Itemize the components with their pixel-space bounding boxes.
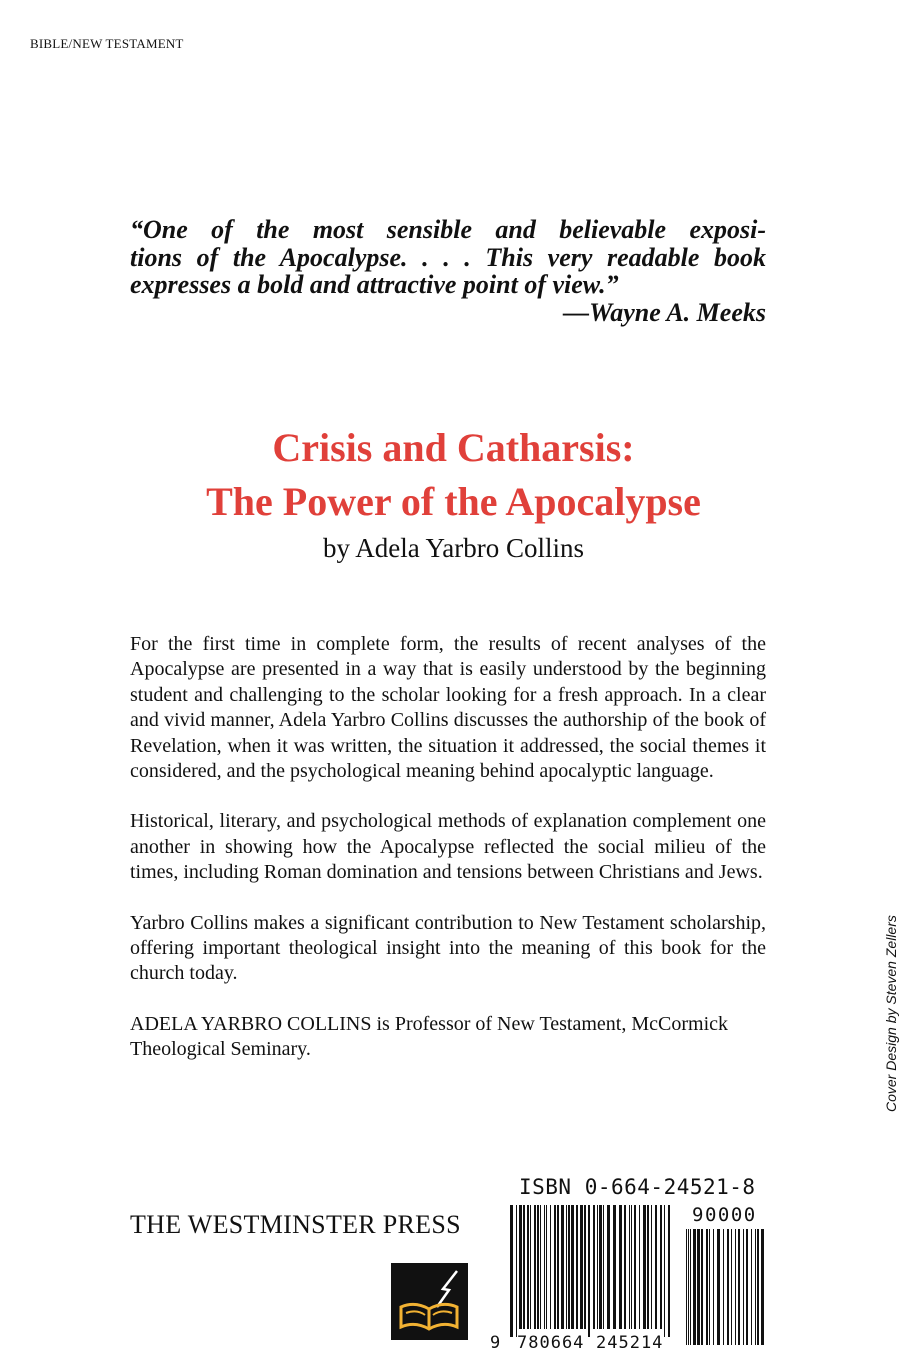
barcode-bar — [686, 1229, 687, 1345]
barcode-bar — [664, 1205, 665, 1337]
barcode-bar — [624, 1205, 626, 1329]
category-label: BIBLE/NEW TESTAMENT — [30, 36, 184, 51]
barcode-bar — [709, 1229, 710, 1345]
quote-attribution: —Wayne A. Meeks — [563, 297, 766, 327]
barcode-bar — [561, 1205, 564, 1329]
byline: by Adela Yarbro Collins — [322, 533, 584, 563]
barcode-bar — [629, 1205, 630, 1329]
isbn-barcode — [490, 1205, 780, 1358]
barcode-bar — [593, 1205, 595, 1329]
barcode-left-digits: 780664 — [517, 1333, 585, 1353]
barcode-bar — [566, 1205, 567, 1329]
barcode-bar — [735, 1229, 736, 1345]
barcode-bar — [693, 1229, 696, 1345]
barcode-bar — [607, 1205, 610, 1329]
barcode-bar — [519, 1205, 522, 1329]
barcode-bars — [510, 1205, 670, 1337]
barcode-bar — [546, 1205, 547, 1329]
barcode-bar — [527, 1205, 529, 1329]
barcode-bar — [603, 1205, 604, 1329]
barcode-bar — [557, 1205, 559, 1329]
barcode-bar — [544, 1205, 545, 1329]
barcode-bar — [690, 1229, 691, 1345]
publisher-name: THE WESTMINSTER PRESS — [130, 1210, 461, 1239]
quote-line: tions of the Apocalypse. . . . This very readable book — [130, 242, 766, 272]
quote-line: expresses a bold and attractive point of view.” — [130, 270, 619, 299]
barcode-bar — [568, 1205, 570, 1329]
barcode-bar — [761, 1229, 764, 1345]
book-title-line-2: The Power of the Apocalypse — [206, 479, 701, 524]
barcode-bar — [713, 1229, 714, 1345]
barcode-bar — [701, 1229, 703, 1345]
barcode-bar — [727, 1229, 729, 1345]
barcode-bar — [738, 1229, 740, 1345]
barcode-bar — [510, 1205, 513, 1337]
barcode-bar — [540, 1205, 541, 1329]
barcode-bar — [584, 1205, 586, 1329]
description-paragraph: Yarbro Collins makes a significant contribution to New Testament scholarship, offering important theological insight into the meaning of this book for the church today. — [130, 911, 766, 985]
isbn-label: ISBN 0-664-24521-8 — [519, 1175, 756, 1199]
publisher-logo-icon — [391, 1263, 468, 1340]
barcode-bar — [597, 1205, 598, 1329]
barcode-bar — [651, 1205, 652, 1329]
barcode-bar — [523, 1205, 525, 1329]
barcode-bar — [580, 1205, 583, 1329]
description-paragraph: Historical, literary, and psychological methods of explanation complement one another in showing how the Apocalypse reflected the social milieu of the times, including Roman domination and tensions between Christians and Jews. — [130, 810, 766, 884]
barcode-bar — [639, 1205, 640, 1329]
barcode-bar — [576, 1205, 578, 1329]
barcode-bar — [723, 1229, 724, 1345]
description-paragraph: For the first time in complete form, the results of recent analyses of the Apocalypse are presented in a way that is easily understood by the beginning student and challenging to the scholar looking for a fresh approach. In a clear and vivid manner, Adela Yarbro Collins discusses the authorship of the book of Revelation, when it was written, the situation it addressed, the social themes it considered, and the psychological meaning behind apocalyptic language. — [130, 633, 766, 783]
barcode-bar — [706, 1229, 708, 1345]
cover-design-credit: Cover Design by Steven Zellers — [883, 915, 899, 1112]
barcode-bar — [697, 1229, 700, 1345]
barcode-bar — [619, 1205, 622, 1329]
barcode-bar — [755, 1229, 756, 1345]
description — [130, 632, 766, 1088]
addon-barcode-bars — [686, 1229, 764, 1345]
barcode-bar — [631, 1205, 632, 1329]
book-title-line-1: Crisis and Catharsis: — [272, 425, 635, 470]
barcode-bar — [634, 1205, 636, 1329]
barcode-bar — [588, 1205, 590, 1337]
barcode-bar — [757, 1229, 759, 1345]
barcode-lead-digit: 9 — [490, 1333, 501, 1353]
barcode-right-digits: 245214 — [596, 1333, 664, 1353]
barcode-bar — [550, 1205, 551, 1329]
barcode-bar — [746, 1229, 748, 1345]
barcode-bar — [537, 1205, 539, 1329]
barcode-bar — [655, 1205, 657, 1329]
author-bio: ADELA YARBRO COLLINS is Professor of New Testament, McCormick Theological Seminary. — [130, 1012, 728, 1061]
barcode-bar — [743, 1229, 744, 1345]
endorsement-quote — [130, 216, 766, 326]
barcode-bar — [688, 1229, 689, 1345]
barcode-bar — [643, 1205, 646, 1329]
barcode-bar — [534, 1205, 536, 1329]
barcode-bar — [647, 1205, 649, 1329]
barcode-bar — [599, 1205, 602, 1329]
barcode-bar — [660, 1205, 662, 1329]
barcode-bar — [613, 1205, 616, 1329]
barcode-addon-digits: 90000 — [692, 1205, 757, 1226]
quote-line: “One of the most sensible and believable exposi- — [130, 215, 766, 244]
barcode-bar — [571, 1205, 574, 1329]
barcode-bar — [717, 1229, 720, 1345]
barcode-bar — [731, 1229, 732, 1345]
barcode-bar — [530, 1205, 531, 1329]
barcode-bar — [554, 1205, 556, 1329]
barcode-bar — [516, 1205, 517, 1337]
barcode-bar — [751, 1229, 752, 1345]
barcode-bar — [668, 1205, 670, 1337]
